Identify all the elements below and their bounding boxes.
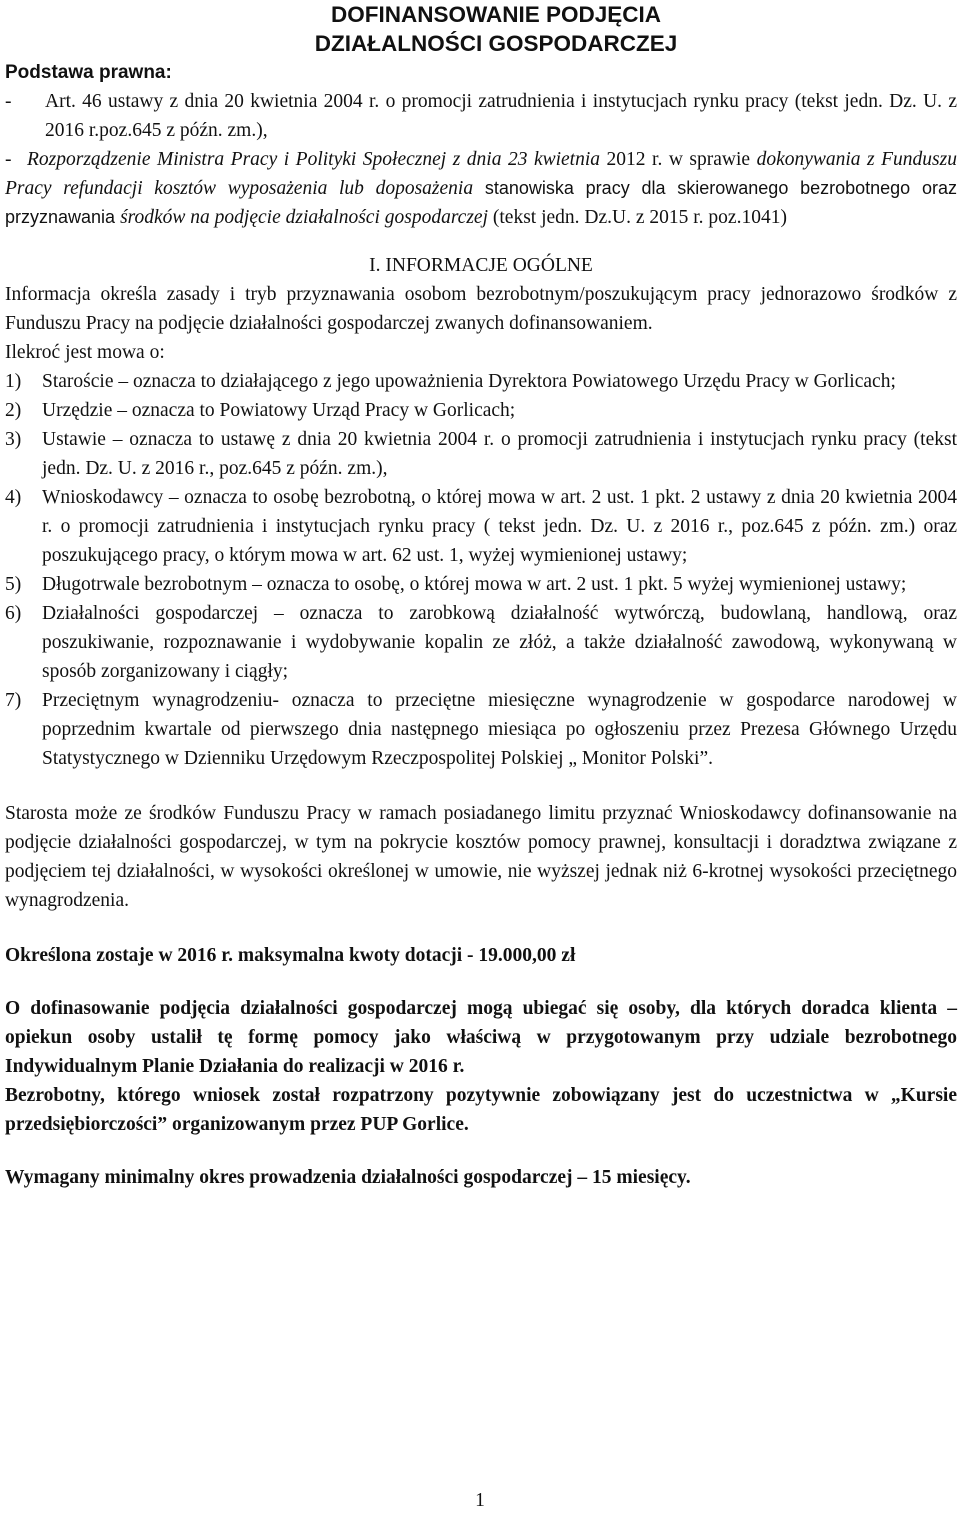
list-item [5, 686, 957, 773]
list-item-number: 6) [5, 603, 22, 624]
legal-basis-item [5, 87, 957, 145]
list-item [5, 599, 957, 686]
legal-basis-text: Art. 46 ustawy z dnia 20 kwietnia 2004 r. o promocji zatrudnienia i instytucjach rynku pracy (tekst jedn. Dz. U. z 2016 r.poz.645 z późn. zm.), [45, 91, 957, 141]
list-item-text: Ustawie – oznacza to ustawę z dnia 20 kwietnia 2004 r. o promocji zatrudnienia i instytucjach rynku pracy (tekst jedn. Dz. U. z 2016 r., poz.645 z późn. zm.), [42, 429, 957, 479]
regulation-citation: (tekst jedn. Dz.U. z 2015 r. poz.1041) [488, 207, 787, 228]
list-item-text: Długotrwale bezrobotnym – oznacza to osobę, o której mowa w art. 2 ust. 1 pkt. 5 wyżej wymienionej ustawy; [42, 574, 907, 595]
legal-basis-item [5, 145, 957, 232]
regulation-text-2: stanowiska pracy dla skierowanego bezrobotnego oraz przyznawania [5, 178, 957, 227]
list-item-number: 2) [5, 400, 22, 421]
list-item-number: 4) [5, 487, 22, 508]
eligibility-paragraph: O dofinasowanie podjęcia działalności gospodarczej mogą ubiegać się osoby, dla których doradca klienta – opiekun osoby ustalił tę formę pomocy jako właściwą w przygotowanym przy udziale bezrobotnego Indywidualnym Planie Działania do realizacji w 2016 r. [5, 998, 957, 1077]
list-item-text: Wnioskodawcy – oznacza to osobę bezrobotną, o której mowa w art. 2 ust. 1 pkt. 2 ustawy z dnia 20 kwietnia 2004 r. o promocji zatrudnienia i instytucjach rynku pracy ( tekst jedn. Dz. U. z 2016 r., poz.645 z późn. zm.) oraz poszukującego pracy, o którym mowa w art. 62 ust. 1, wyżej wymienionej ustawy; [42, 487, 957, 566]
course-paragraph: Bezrobotny, którego wniosek został rozpatrzony pozytywnie zobowiązany jest do uczestnictwa w „Kursie przedsiębiorczości” organizowanym przez PUP Gorlice. [5, 1085, 957, 1135]
list-item [5, 570, 957, 599]
list-item-number: 1) [5, 371, 22, 392]
regulation-subject-italic: dokonywania z Funduszu Pracy refundacji kosztów wyposażenia lub doposażenia [5, 149, 957, 199]
document-page [5, 0, 957, 1192]
min-period-paragraph: Wymagany minimalny okres prowadzenia działalności gospodarczej – 15 miesięcy. [5, 1167, 691, 1188]
list-item-number: 7) [5, 690, 22, 711]
legal-basis-marker: - [5, 149, 12, 170]
regulation-title-italic: Rozporządzenie Ministra Pracy i Polityki Społecznej z dnia 23 kwietnia [27, 149, 601, 170]
list-item-number: 3) [5, 429, 22, 450]
list-item [5, 396, 957, 425]
list-item [5, 367, 957, 396]
list-item [5, 483, 957, 570]
regulation-text: 2012 r. w sprawie [600, 149, 757, 170]
section-intro: Informacja określa zasady i tryb przyznawania osobom bezrobotnym/poszukującym pracy jednorazowo środków z Funduszu Pracy na podjęcie działalności gospodarczej zwanych dofinansowaniem. [5, 284, 957, 334]
list-item-text: Staroście – oznacza to działającego z jego upoważnienia Dyrektora Powiatowego Urzędu Pracy w Gorlicach; [42, 371, 896, 392]
starosta-paragraph: Starosta może ze środków Funduszu Pracy w ramach posiadanego limitu przyznać Wnioskodawcy dofinansowanie na podjęcie działalności gospodarczej, w tym na pokrycie kosztów pomocy prawnej, konsultacji i doradztwa związane z podjęciem tej działalności, w wysokości określonej w umowie, nie wyższej jednak niż 6-krotnej wysokości przeciętnego wynagrodzenia. [5, 803, 957, 911]
max-amount-paragraph: Określona zostaje w 2016 r. maksymalna kwoty dotacji - 19.000,00 zł [5, 945, 576, 966]
list-item-text: Urzędzie – oznacza to Powiatowy Urząd Pracy w Gorlicach; [42, 400, 516, 421]
definitions-list [5, 367, 957, 773]
title-line-1: DOFINANSOWANIE PODJĘCIA [330, 2, 662, 27]
list-item [5, 425, 957, 483]
list-item-number: 5) [5, 574, 22, 595]
title-line-2: DZIAŁALNOŚCI GOSPODARCZEJ [314, 31, 678, 56]
page-number: 1 [475, 1490, 485, 1511]
legal-basis-marker: - [5, 91, 12, 112]
section-heading: I. INFORMACJE OGÓLNE [369, 255, 593, 276]
document-title [5, 0, 957, 58]
list-item-text: Działalności gospodarczej – oznacza to zarobkową działalność wytwórczą, budowlaną, handlową, oraz poszukiwanie, rozpoznawanie i wydobywanie kopalin ze złóż, a także działalność zawodową, wykonywaną w sposób zorganizowany i ciągły; [42, 603, 957, 682]
list-item-text: Przeciętnym wynagrodzeniu- oznacza to przeciętne miesięczne wynagrodzenie w gospodarce narodowej w poprzednim kwartale od pierwszego dnia następnego miesiąca po ogłoszeniu przez Prezesa Głównego Urzędu Statystycznego w Dzienniku Urzędowym Rzeczpospolitej Polskiej „ Monitor Polski”. [42, 690, 957, 769]
regulation-subject-italic-2: środków na podjęcie działalności gospodarczej [120, 207, 489, 228]
definitions-lead: Ilekroć jest mowa o: [5, 342, 165, 363]
legal-basis-heading: Podstawa prawna: [5, 62, 172, 83]
legal-basis-text [5, 145, 957, 232]
